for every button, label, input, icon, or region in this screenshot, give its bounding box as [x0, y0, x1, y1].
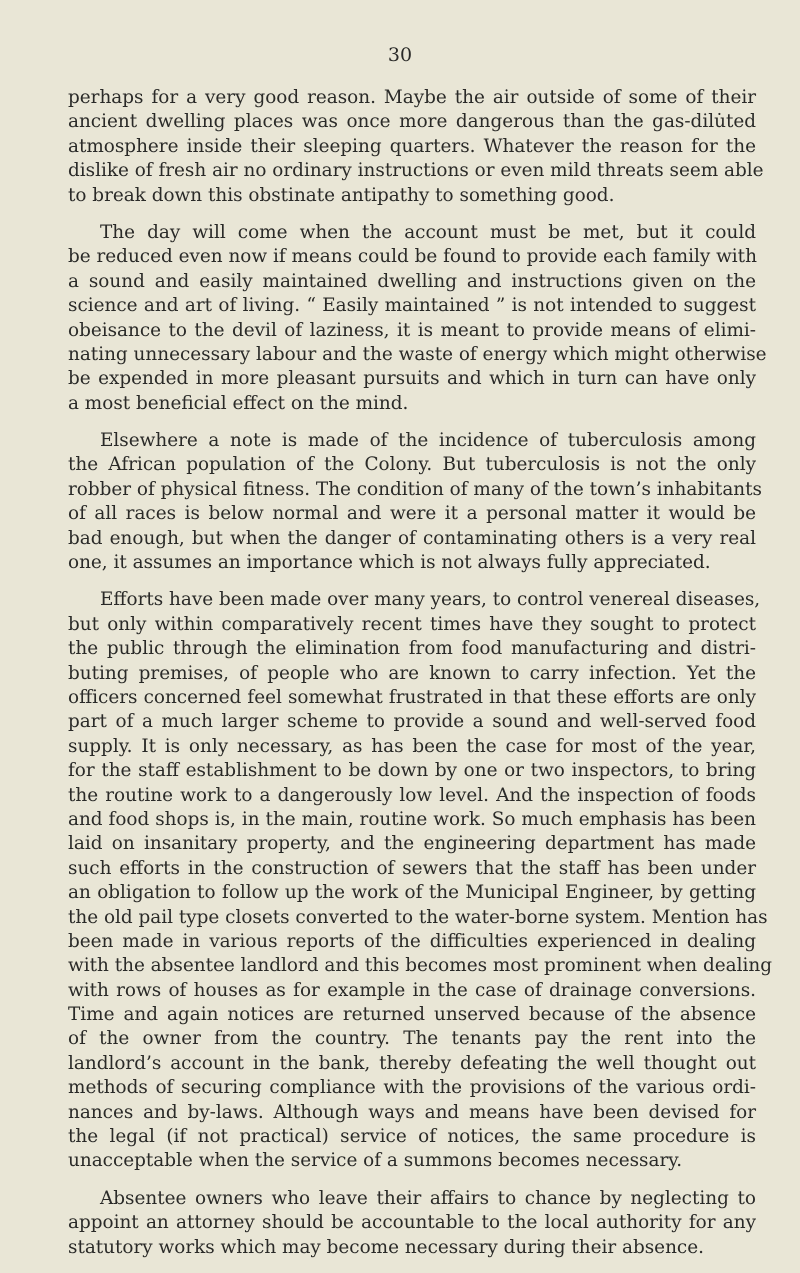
text-line: the public through the elimination from food manufacturing and distri- [68, 638, 756, 660]
text-line: be expended in more pleasant pursuits and which in turn can have only [68, 368, 756, 390]
text-line: with rows of houses as for example in the case of drainage conversions. [68, 979, 756, 1001]
text-line: perhaps for a very good reason. Maybe the air outside of some of their [68, 87, 756, 108]
text-line: Elsewhere a note is made of the incidence of tuberculosis among [100, 430, 756, 452]
text-line: officers concerned feel somewhat frustrated in that these efforts are only [68, 686, 756, 708]
text-line: unacceptable when the service of a summons becomes necessary. [68, 1150, 683, 1172]
document-body [68, 86, 772, 1273]
text-line: science and art of living. “ Easily maintained ” is not intended to suggest [68, 295, 756, 317]
text-line: bad enough, but when the danger of contaminating others is a very real [68, 527, 756, 549]
page-number: 30 [387, 44, 413, 66]
text-line: and food shops is, in the main, routine work. So much emphasis has been [68, 808, 756, 830]
paragraph [68, 1187, 756, 1260]
text-line: a most beneficial effect on the mind. [68, 392, 409, 414]
text-line: robber of physical fitness. The condition of many of the town’s inhabitants [68, 478, 762, 500]
text-line: nances and by-laws. Although ways and means have been devised for [68, 1101, 756, 1123]
text-line: methods of securing compliance with the provisions of the various ordi- [68, 1077, 756, 1099]
text-line: of the owner from the country. The tenants pay the rent into the [68, 1028, 756, 1050]
paragraph [68, 588, 772, 1173]
text-line: atmosphere inside their sleeping quarters. Whatever the reason for the [68, 135, 756, 157]
text-line: part of a much larger scheme to provide a sound and well-served food [68, 711, 756, 733]
text-line: to break down this obstinate antipathy to something good. [68, 184, 615, 206]
text-line: statutory works which may become necessary during their absence. [68, 1236, 704, 1258]
text-line: be reduced even now if means could be found to provide each family with [68, 246, 757, 268]
text-line: such efforts in the construction of sewers that the staff has been under [68, 857, 756, 879]
text-line: buting premises, of people who are known to carry infection. Yet the [68, 662, 756, 684]
text-line: with the absentee landlord and this becomes most prominent when dealing [68, 955, 772, 977]
text-line: a sound and easily maintained dwelling and instructions given on the [68, 270, 756, 292]
text-line: one, it assumes an importance which is not always fully appreciated. [68, 552, 711, 574]
text-line: the routine work to a dangerously low level. And the inspection of foods [68, 784, 756, 806]
text-line: dislike of fresh air no ordinary instructions or even mild threats seem able [68, 160, 764, 182]
text-line: the legal (if not practical) service of notices, the same procedure is [68, 1126, 756, 1148]
text-line: the African population of the Colony. But tuberculosis is not the only [68, 454, 756, 476]
text-line: Efforts have been made over many years, to control venereal diseases, [100, 589, 761, 611]
text-line: laid on insanitary property, and the engineering department has made [68, 833, 756, 855]
text-line: Absentee owners who leave their affairs to chance by neglecting to [100, 1187, 756, 1209]
text-line: appoint an attorney should be accountable to the local authority for any [68, 1212, 756, 1234]
text-line: Time and again notices are returned unserved because of the absence [68, 1004, 756, 1026]
text-line: The day will come when the account must be met, but it could [100, 221, 756, 243]
text-line: supply. It is only necessary, as has been the case for most of the year, [68, 735, 756, 757]
text-line: landlord’s account in the bank, thereby defeating the well thought out [68, 1052, 756, 1074]
text-line: ancient dwelling places was once more dangerous than the gas-dilu̇ted [68, 111, 756, 133]
text-line: of all races is below normal and were it a personal matter it would be [68, 503, 756, 525]
text-line: been made in various reports of the difficulties experienced in dealing [68, 930, 756, 952]
text-line: nating unnecessary labour and the waste of energy which might otherwise [68, 343, 767, 365]
text-line: for the staff establishment to be down by one or two inspectors, to bring [68, 760, 756, 782]
text-line: obeisance to the devil of laziness, it is meant to provide means of elimi- [68, 319, 756, 341]
paragraph [68, 429, 762, 575]
text-line: an obligation to follow up the work of the Municipal Engineer, by getting [68, 882, 756, 904]
text-line: the old pail type closets converted to the water-borne system. Mention has [68, 906, 768, 928]
text-line: but only within comparatively recent times have they sought to protect [68, 613, 756, 635]
paragraph [68, 221, 767, 416]
paragraph [68, 86, 764, 208]
